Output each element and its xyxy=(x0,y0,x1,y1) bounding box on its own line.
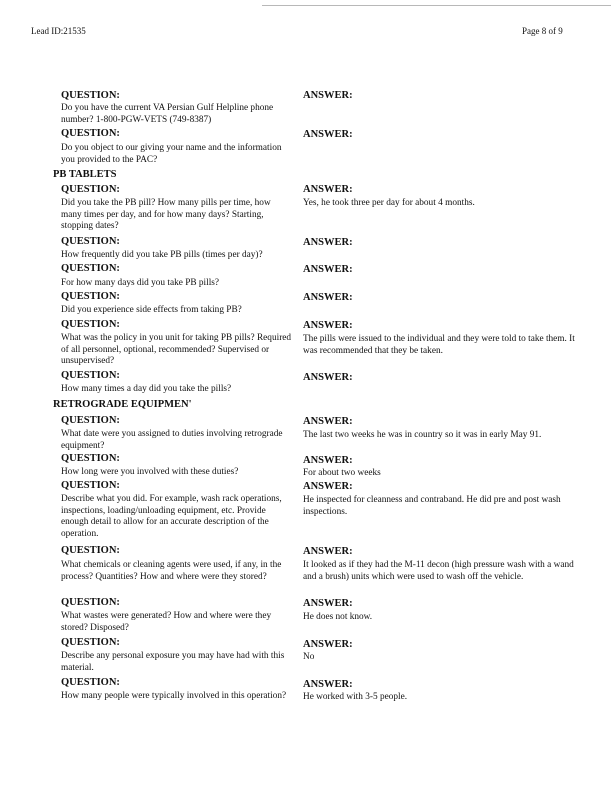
question-label: QUESTION: xyxy=(61,319,120,330)
answer-label: ANSWER: xyxy=(303,372,353,383)
answer-text: No xyxy=(303,652,315,662)
question-label: QUESTION: xyxy=(61,128,120,139)
answer-text: He inspected for cleanness and contraband. He did pre and post wash inspections. xyxy=(303,495,561,517)
question-text: Did you take the PB pill? How many pills per time, how many times per day, and for how many days? Starting, stopping dates? xyxy=(61,198,271,232)
question-text: How long were you involved with these duties? xyxy=(61,467,239,477)
answer-text: He does not know. xyxy=(303,612,373,622)
question-label: QUESTION: xyxy=(61,370,120,381)
question-label: QUESTION: xyxy=(61,597,120,608)
question-label: QUESTION: xyxy=(61,545,120,556)
question-label: QUESTION: xyxy=(61,677,120,688)
question-label: QUESTION: xyxy=(61,480,120,491)
answer-label: ANSWER: xyxy=(303,320,353,331)
question-text: Did you experience side effects from taking PB? xyxy=(61,305,242,315)
answer-label: ANSWER: xyxy=(303,639,353,650)
answer-label: ANSWER: xyxy=(303,481,353,492)
answer-label: ANSWER: xyxy=(303,292,353,303)
question-text: Describe what you did. For example, wash rack operations, inspections, loading/unloading equipment, etc. Provide enough detail to allow for an accurate description of the operation. xyxy=(61,494,282,539)
answer-label: ANSWER: xyxy=(303,129,353,140)
answer-text: The pills were issued to the individual and they were told to take them. It was recommended that they be taken. xyxy=(303,334,575,356)
answer-text: For about two weeks xyxy=(303,468,381,478)
question-text: Do you object to our giving your name and the information you provided to the PAC? xyxy=(61,143,282,165)
question-label: QUESTION: xyxy=(61,291,120,302)
answer-text: He worked with 3-5 people. xyxy=(303,692,408,702)
question-text: What wastes were generated? How and where were they stored? Disposed? xyxy=(61,611,272,633)
answer-label: ANSWER: xyxy=(303,237,353,248)
question-text: What chemicals or cleaning agents were used, if any, in the process? Quantities? How and where were they stored? xyxy=(61,560,282,582)
answer-text: It looked as if they had the M-11 decon (high pressure wash with a wand and a brush) units which were used to wash off the vehicle. xyxy=(303,560,574,582)
answer-label: ANSWER: xyxy=(303,416,353,427)
section-heading-retrograde-equipment: RETROGRADE EQUIPMEN' xyxy=(53,399,192,410)
question-label: QUESTION: xyxy=(61,184,120,195)
answer-label: ANSWER: xyxy=(303,546,353,557)
question-text: How many people were typically involved in this operation? xyxy=(61,691,287,701)
question-label: QUESTION: xyxy=(61,637,120,648)
answer-text: Yes, he took three per day for about 4 months. xyxy=(303,198,475,208)
lead-id: Lead ID:21535 xyxy=(31,26,86,36)
answer-text: The last two weeks he was in country so it was in early May 91. xyxy=(303,430,542,440)
question-text: How many times a day did you take the pills? xyxy=(61,384,232,394)
answer-label: ANSWER: xyxy=(303,264,353,275)
question-text: Do you have the current VA Persian Gulf Helpline phone number? 1-800-PGW-VETS (749-8387) xyxy=(61,103,274,125)
question-label: QUESTION: xyxy=(61,415,120,426)
question-text: What was the policy in you unit for taking PB pills? Required of all personnel, optional, recommended? Supervised or unsupervised? xyxy=(61,333,292,367)
answer-label: ANSWER: xyxy=(303,455,353,466)
answer-label: ANSWER: xyxy=(303,679,353,690)
answer-label: ANSWER: xyxy=(303,598,353,609)
answer-label: ANSWER: xyxy=(303,184,353,195)
page-number: Page 8 of 9 xyxy=(522,26,563,36)
question-label: QUESTION: xyxy=(61,453,120,464)
question-label: QUESTION: xyxy=(61,263,120,274)
question-text: What date were you assigned to duties involving retrograde equipment? xyxy=(61,429,283,451)
answer-label: ANSWER: xyxy=(303,90,353,101)
question-label: QUESTION: xyxy=(61,236,120,247)
top-rule xyxy=(262,5,611,6)
section-heading-pb-tablets: PB TABLETS xyxy=(53,169,117,180)
question-text: For how many days did you take PB pills? xyxy=(61,278,220,288)
question-text: Describe any personal exposure you may have had with this material. xyxy=(61,651,285,673)
question-text: How frequently did you take PB pills (times per day)? xyxy=(61,250,263,260)
question-label: QUESTION: xyxy=(61,90,120,101)
